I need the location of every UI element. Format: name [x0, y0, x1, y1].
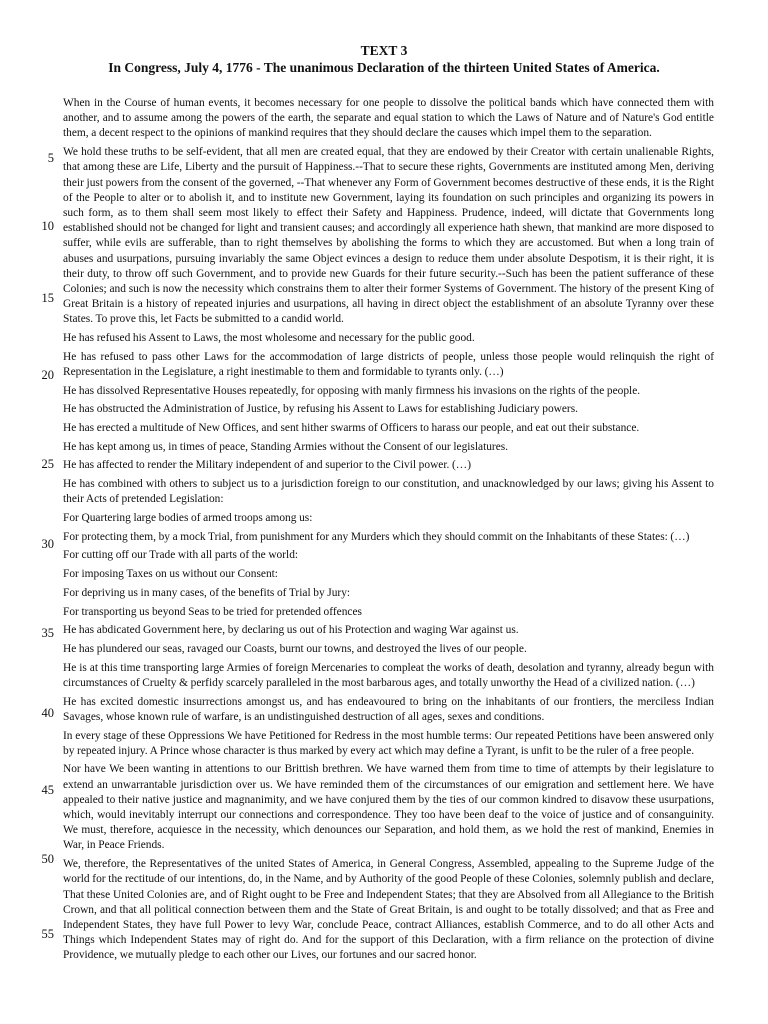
line-number: 5 — [47, 151, 54, 165]
paragraph: He has excited domestic insurrections amongst us, and has endeavoured to bring on the inhabitants of our frontiers, the merciless Indian Savages, whose known rule of warfare, is an undistinguished destruction of all ages, sexes and conditions. — [63, 695, 714, 723]
line-number: 55 — [41, 927, 54, 941]
paragraph: We hold these truths to be self-evident, that all men are created equal, that they are endowed by their Creator with certain unalienable Rights, that among these are Life, Liberty and the pursuit of Happiness.--That to secure these rights, Governments are instituted among Men, deriving their just powers from the consent of the governed, --That whenever any Form of Government becomes destructive of these ends, it is the Right of the People to alter or to abolish it, and to institute new Government, laying its foundation on such principles and organizing its powers in such form, as to them shall seem most likely to effect their Safety and Happiness. Prudence, indeed, will dictate that Governments long established should not be changed for light and transient causes; and accordingly all experience hath shewn, that mankind are more disposed to suffer, while evils are sufferable, than to right themselves by abolishing the forms to which they are accustomed. But when a long train of abuses and usurpations, pursuing invariably the same Object evinces a design to reduce them under absolute Despotism, it is their right, it is their duty, to throw off such Government, and to provide new Guards for their future security.--Such has been the patient sufferance of these Colonies; and such is now the necessity which constrains them to alter their former Systems of Government. The history of the present King of Great Britain is a history of repeated injuries and usurpations, all having in direct object the establishment of an absolute Tyranny over these States. To prove this, let Facts be submitted to a candid world. — [63, 146, 714, 326]
paragraph: He has dissolved Representative Houses repeatedly, for opposing with manly firmness his invasions on the rights of the people. — [63, 384, 641, 397]
line-number: 20 — [41, 368, 54, 382]
paragraph: He is at this time transporting large Armies of foreign Mercenaries to compleat the works of death, desolation and tyranny, already begun with circumstances of Cruelty & perfidy scarcely paralleled in the most barbarous ages, and totally unworthy the Head of a civilized nation. (…) — [63, 661, 714, 689]
paragraph: He has affected to render the Military independent of and superior to the Civil power. (…) — [63, 459, 471, 472]
paragraph: He has abdicated Government here, by declaring us out of his Protection and waging War against us. — [63, 624, 519, 637]
paragraph: In every stage of these Oppressions We have Petitioned for Redress in the most humble terms: Our repeated Petitions have been answered only by repeated injury. A Prince whose character is thus marked by every act which may define a Tyrant, is unfit to be the ruler of a free people. — [63, 729, 714, 757]
line-number: 35 — [41, 626, 54, 640]
paragraph: For Quartering large bodies of armed troops among us: — [63, 512, 313, 525]
paragraph: He has obstructed the Administration of Justice, by refusing his Assent to Laws for establishing Judiciary powers. — [63, 403, 578, 416]
paragraph: We, therefore, the Representatives of the united States of America, in General Congress, Assembled, appealing to the Supreme Judge of the world for the rectitude of our intentions, do, in the Name, and by Authority of the good People of these Colonies, solemnly publish and declare, That these United Colonies are, and of Right ought to be Free and Independent States; that they are Absolved from all Allegiance to the British Crown, and that all political connection between them and the State of Great Britain, is and ought to be totally dissolved; and that as Free and Independent States, they have full Power to levy War, conclude Peace, contract Alliances, establish Commerce, and to do all other Acts and Things which Independent States may of right do. And for the support of this Declaration, with a firm reliance on the protection of divine Providence, we mutually pledge to each other our Lives, our fortunes and our sacred honor. — [63, 858, 714, 962]
document-title: In Congress, July 4, 1776 - The unanimous Declaration of the thirteen United States of America. — [108, 60, 660, 75]
title-block — [0, 42, 768, 76]
paragraph: He has refused to pass other Laws for the accommodation of large districts of people, unless those people would relinquish the right of Representation in the Legislature, a right inestimable to them and formidable to tyrants only. (…) — [63, 350, 714, 378]
line-number: 50 — [41, 852, 54, 866]
line-number: 45 — [41, 783, 54, 797]
paragraph: For cutting off our Trade with all parts of the world: — [63, 549, 299, 562]
line-number: 25 — [41, 457, 54, 471]
paragraph: For depriving us in many cases, of the benefits of Trial by Jury: — [63, 586, 351, 599]
paragraph: He has plundered our seas, ravaged our Coasts, burnt our towns, and destroyed the lives of our people. — [63, 643, 527, 655]
paragraph: He has erected a multitude of New Offices, and sent hither swarms of Officers to harass our people, and eat out their substance. — [63, 422, 640, 435]
line-number: 30 — [41, 537, 54, 551]
line-number-gutter — [0, 0, 62, 1024]
paragraph: Nor have We been wanting in attentions to our Brittish brethren. We have warned them from time to time of attempts by their legislature to extend an unwarrantable jurisdiction over us. We have reminded them of the circumstances of our emigration and settlement here. We have appealed to their native justice and magnanimity, and we have conjured them by the ties of our common kindred to disavow these usurpations, which, would inevitably interrupt our connections and correspondence. They too have been deaf to the voice of justice and of consanguinity. We must, therefore, acquiesce in the necessity, which denounces our Separation, and hold them, as we hold the rest of mankind, Enemies in War, in Peace Friends. — [63, 763, 714, 852]
declaration-body — [63, 96, 714, 967]
line-number: 10 — [41, 219, 54, 233]
line-number: 15 — [41, 291, 54, 305]
text-number-heading: TEXT 3 — [360, 43, 408, 58]
paragraph: He has kept among us, in times of peace, Standing Armies without the Consent of our legislatures. — [63, 440, 509, 453]
paragraph: He has refused his Assent to Laws, the most wholesome and necessary for the public good. — [63, 332, 475, 345]
paragraph: For imposing Taxes on us without our Consent: — [63, 568, 278, 581]
paragraph: He has combined with others to subject us to a jurisdiction foreign to our constitution, and unacknowledged by our laws; giving his Assent to their Acts of pretended Legislation: — [63, 478, 714, 506]
paragraph: When in the Course of human events, it becomes necessary for one people to dissolve the political bands which have connected them with another, and to assume among the powers of the earth, the separate and equal station to which the Laws of Nature and of Nature's God entitle them, a decent respect to the opinions of mankind requires that they should declare the causes which impel them to the separation. — [63, 97, 714, 140]
paragraph: For protecting them, by a mock Trial, from punishment for any Murders which they should commit on the Inhabitants of these States: (…) — [63, 530, 690, 543]
paragraph: For transporting us beyond Seas to be tried for pretended offences — [63, 605, 362, 618]
line-number: 40 — [41, 706, 54, 720]
